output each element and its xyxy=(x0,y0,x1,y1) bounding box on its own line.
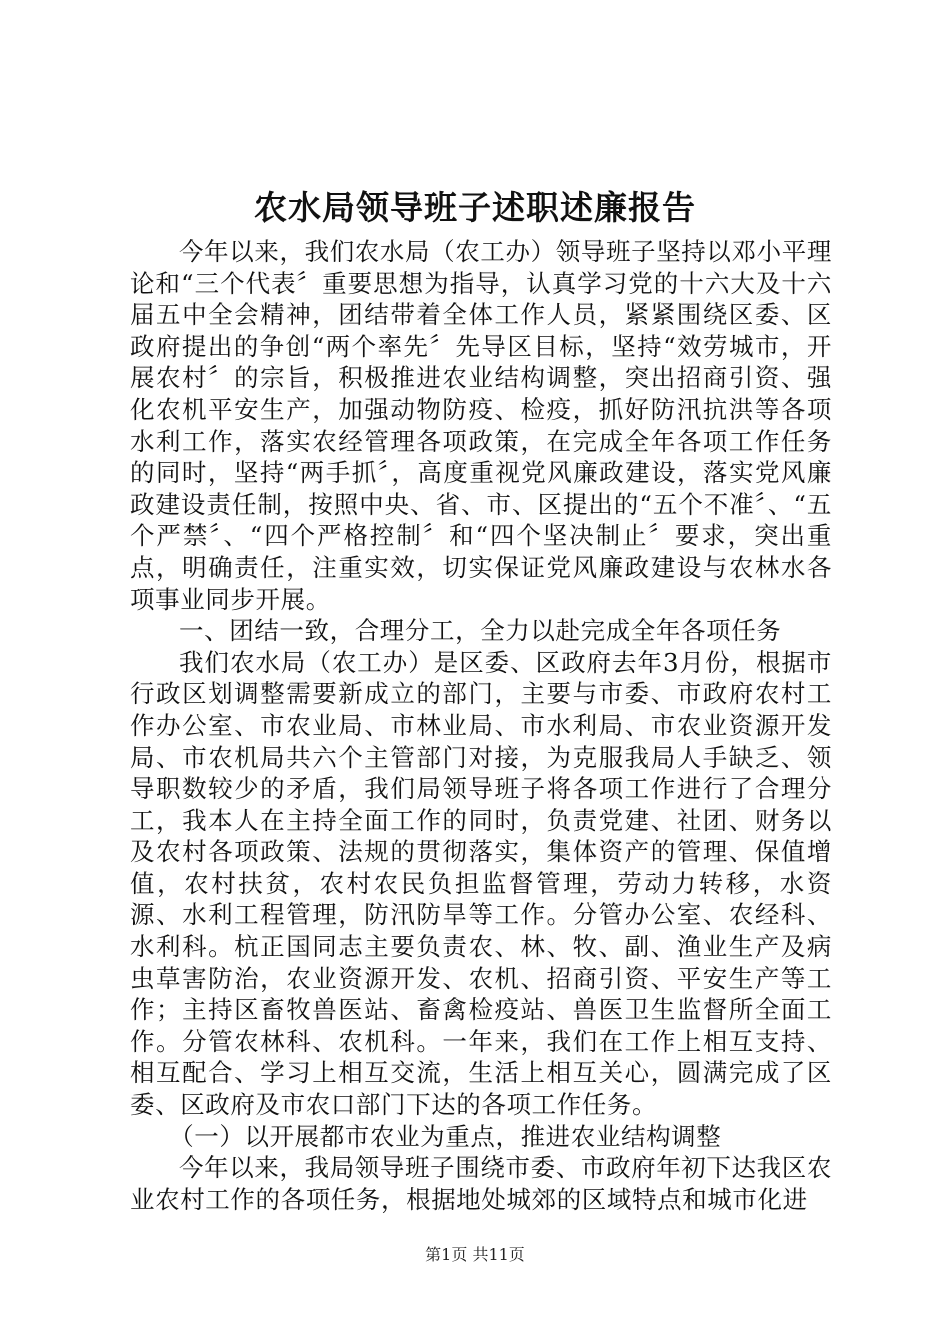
paragraph-intro: 今年以来，我们农水局（农工办）领导班子坚持以邓小平理论和“三个代表〞重要思想为指导，认真学习党的十六大及十六届五中全会精神，团结带着全体工作人员，紧紧围绕区委、区政府提出的争创“两个率先〞先导区目标，坚持“效劳城市，开展农村〞的宗旨，积极推进农业结构调整，突出招商引资、强化农机平安生产，加强动物防疫、检疫，抓好防汛抗洪等各项水利工作，落实农经管理各项政策，在完成全年各项工作任务的同时，坚持“两手抓〞，高度重视党风廉政建设，落实党风廉政建设责任制，按照中央、省、市、区提出的“五个不准〞、“五个严禁〞、“四个严格控制〞和“四个坚决制止〞要求，突出重点，明确责任，注重实效，切实保证党风廉政建设与农林水各项事业同步开展。 xyxy=(130,237,832,614)
document-title: 农水局领导班子述职述廉报告 xyxy=(254,188,696,227)
document-body xyxy=(130,236,832,1215)
section-heading-1: 一、团结一致，合理分工，全力以赴完成全年各项任务 xyxy=(179,616,782,646)
paragraph-agriculture: 今年以来，我局领导班子围绕市委、市政府年初下达我区农业农村工作的各项任务，根据地处城郊的区域特点和城市化进 xyxy=(130,1153,832,1214)
subsection-heading-1: （一）以开展都市农业为重点，推进农业结构调整 xyxy=(169,1121,722,1151)
page-footer: 第1页 共11页 xyxy=(425,1245,525,1264)
paragraph-division-of-labor: 我们农水局（农工办）是区委、区政府去年3月份，根据市行政区划调整需要新成立的部门，主要与市委、市政府农村工作办公室、市农业局、市林业局、市水利局、市农业资源开发局、市农机局共六个主管部门对接，为克服我局人手缺乏、领导职数较少的矛盾，我们局领导班子将各项工作进行了合理分工，我本人在主持全面工作的同时，负责党建、社团、财务以及农村各项政策、法规的贯彻落实，集体资产的管理、保值增值，农村扶贫，农村农民负担监督管理，劳动力转移，水资源、水利工程管理，防汛防旱等工作。分管办公室、农经科、水利科。杭正国同志主要负责农、林、牧、副、渔业生产及病虫草害防治，农业资源开发、农机、招商引资、平安生产等工作；主持区畜牧兽医站、畜禽检疫站、兽医卫生监督所全面工作。分管农林科、农机科。一年来，我们在工作上相互支持、相互配合、学习上相互交流，生活上相互关心，圆满完成了区委、区政府及市农口部门下达的各项工作任务。 xyxy=(130,647,832,1120)
